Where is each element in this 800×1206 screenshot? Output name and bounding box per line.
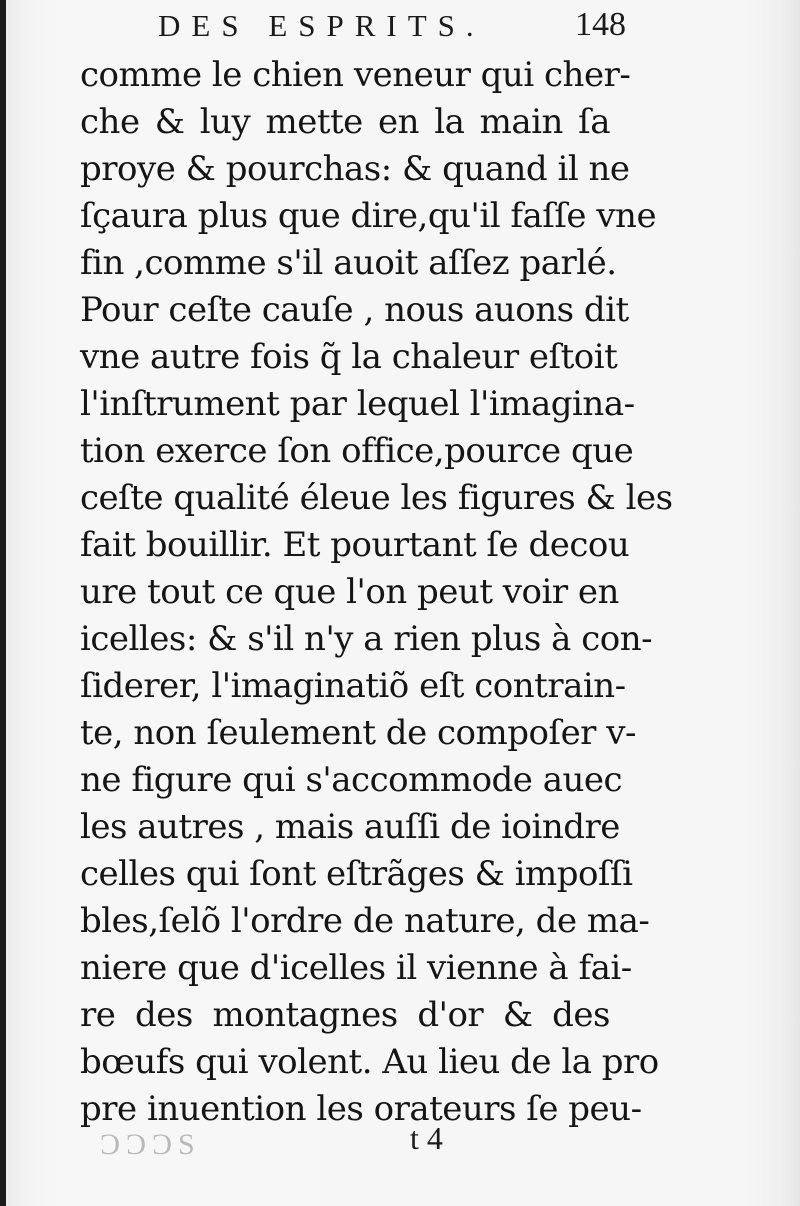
text-line: te, non ſeulement de compoſer v-	[80, 713, 636, 753]
text-line: ſiderer, l'imaginatiõ eſt contrain-	[80, 666, 626, 706]
text-line: icelles: & s'il n'y a rien plus à con-	[80, 619, 653, 659]
text-line: proye & pourchas: & quand il ne	[80, 149, 630, 189]
text-line: fin ,comme s'il auoit aſſez parlé.	[80, 243, 617, 283]
text-line: fait bouillir. Et pourtant ſe decou	[80, 525, 630, 565]
page-number: 148	[575, 6, 626, 43]
text-line: re des montagnes d'or & des	[80, 995, 610, 1035]
page-footer	[0, 1120, 800, 1170]
text-line: ceſte qualité éleue les figures & les	[80, 478, 673, 518]
text-line: tion exerce ſon office,pource que	[80, 431, 634, 471]
text-line: ure tout ce que l'on peut voir en	[80, 572, 619, 612]
text-line: bles,ſelõ l'ordre de nature, de ma-	[80, 901, 650, 941]
text-line: niere que d'icelles il vienne à fai-	[80, 948, 632, 988]
body-text	[80, 52, 673, 1133]
text-line: ſçaura plus que dire,qu'il faſſe vne	[80, 196, 657, 236]
signature-mark: t 4	[410, 1120, 443, 1156]
text-line: comme le chien veneur qui cher-	[80, 55, 631, 95]
text-line: les autres , mais auſſi de ioindre	[80, 807, 620, 847]
text-line: ne figure qui s'accommode auec	[80, 760, 623, 800]
text-line: l'inſtrument par lequel l'imagina-	[80, 384, 635, 424]
page-header	[0, 4, 800, 48]
text-line: pre inuention les orateurs ſe peu-	[80, 1089, 642, 1129]
running-title: DES ESPRITS.	[158, 8, 485, 43]
bleed-through-text: ƆƆƆS	[100, 1128, 201, 1161]
page-edge-shadow	[0, 0, 6, 1206]
text-line: bœufs qui volent. Au lieu de la pro	[80, 1042, 659, 1082]
text-line: Pour ceſte cauſe , nous auons dit	[80, 290, 629, 330]
text-line: che & luy mette en la main ſa	[80, 102, 610, 142]
text-line: celles qui ſont eſtrãges & impoſſi	[80, 854, 633, 894]
text-line: vne autre fois q̃ la chaleur eſtoit	[80, 337, 618, 377]
